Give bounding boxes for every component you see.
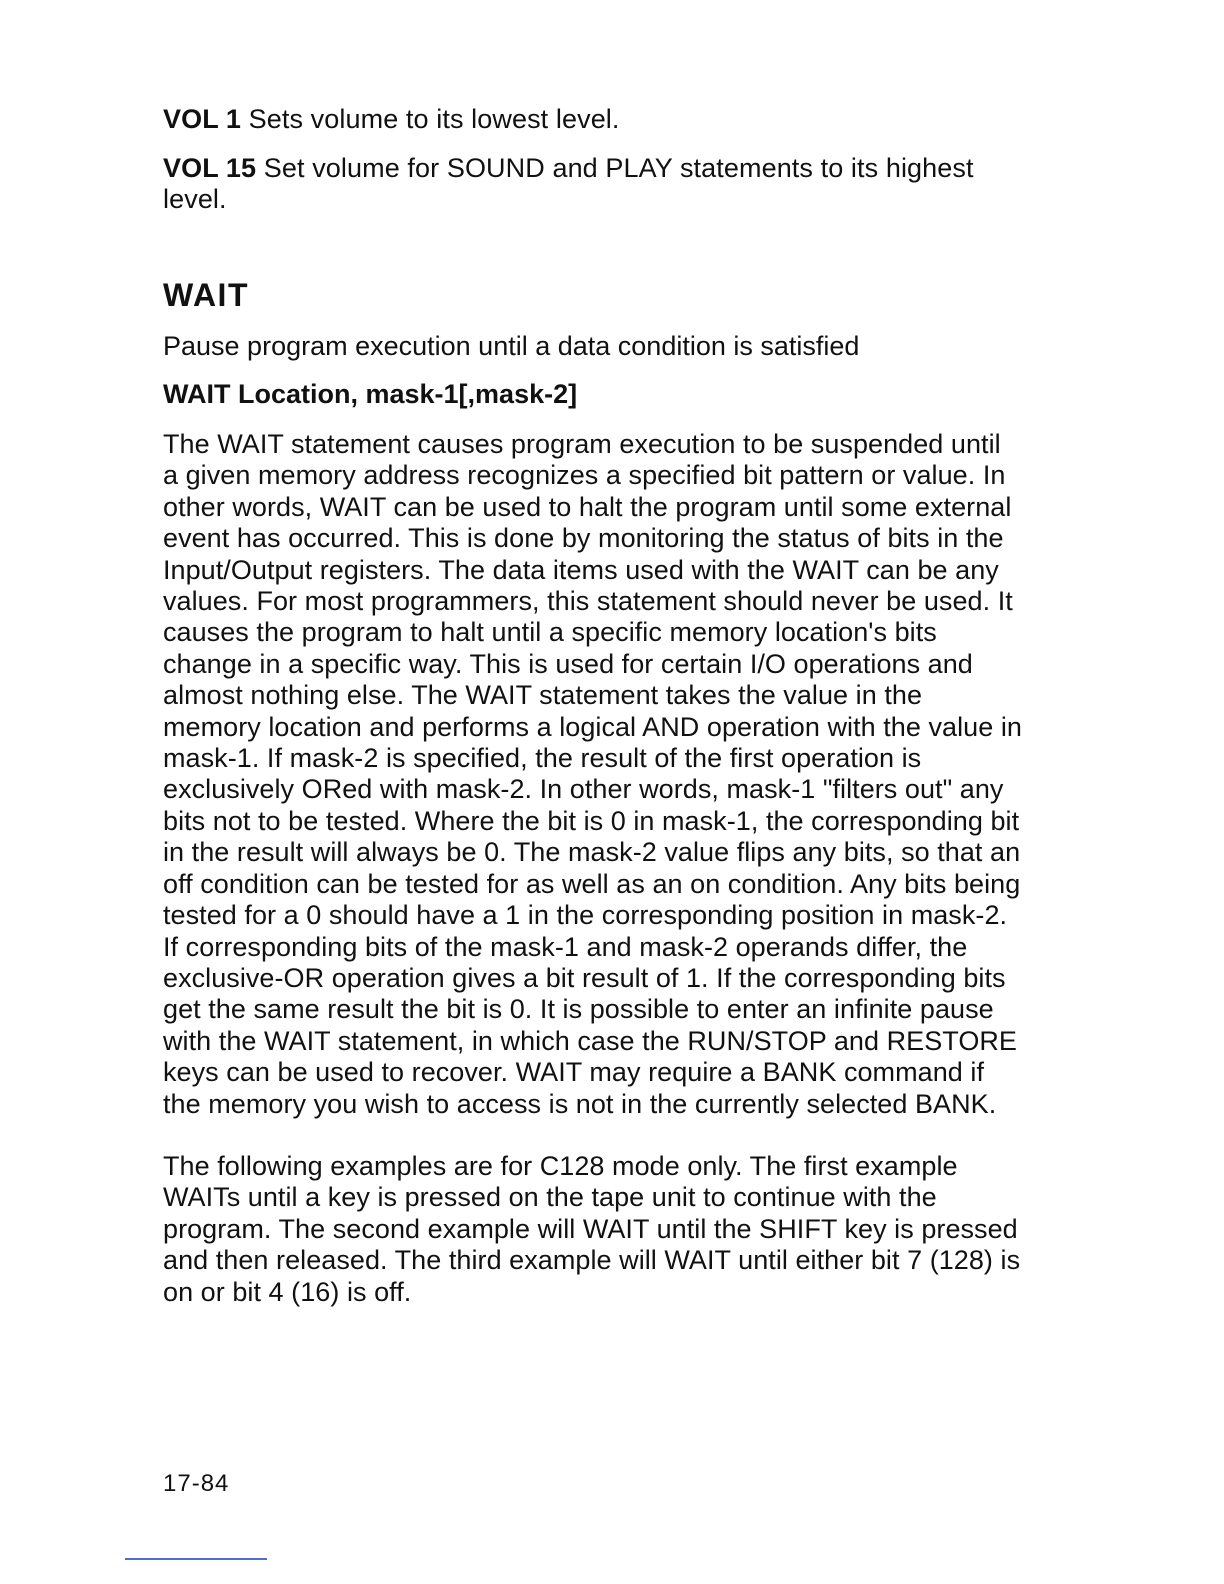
vol-1-description: Sets volume to its lowest level. [248,104,620,134]
vol-15-entry [163,153,1023,215]
bottom-rule [125,1558,267,1560]
vol-15-description: Set volume for SOUND and PLAY statements to its highest level. [163,153,974,214]
vol-15-keyword: VOL 15 [163,153,257,183]
wait-description-paragraph: The WAIT statement causes program execution to be suspended until a given memory address recognizes a specified bit pattern or value. In other words, WAIT can be used to halt the program until some external event has occurred. This is done by monitoring the status of bits in the Input/Output registers. The data items used with the WAIT can be any values. For most programmers, this statement should never be used. It causes the program to halt until a specific memory location's bits change in a specific way. This is used for certain I/O operations and almost nothing else. The WAIT statement takes the value in the memory location and performs a logical AND operation with the value in mask-1. If mask-2 is specified, the result of the first operation is exclusively ORed with mask-2. In other words, mask-1 "filters out" any bits not to be tested. Where the bit is 0 in mask-1, the corresponding bit in the result will always be 0. The mask-2 value flips any bits, so that an off condition can be tested for as well as an on condition. Any bits being tested for a 0 should have a 1 in the corresponding position in mask-2. If corresponding bits of the mask-1 and mask-2 operands differ, the exclusive-OR operation gives a bit result of 1. If the corresponding bits get the same result the bit is 0. It is possible to enter an infinite pause with the WAIT statement, in which case the RUN/STOP and RESTORE keys can be used to recover. WAIT may require a BANK command if the memory you wish to access is not in the currently selected BANK. [163,429,1022,1119]
document-page [163,104,1023,1308]
wait-heading: WAIT [163,277,249,313]
vol-1-keyword: VOL 1 [163,104,242,134]
page-number: 17-84 [163,1470,230,1497]
vol-1-entry [163,104,1023,135]
wait-syntax: WAIT Location, mask-1[,mask-2] [163,379,578,409]
wait-examples-paragraph: The following examples are for C128 mode only. The first example WAITs until a key is pressed on the tape unit to continue with the program. The second example will WAIT until the SHIFT key is pressed and then released. The third example will WAIT until either bit 7 (128) is on or bit 4 (16) is off. [163,1150,1021,1307]
wait-summary: Pause program execution until a data condition is satisfied [163,331,860,361]
